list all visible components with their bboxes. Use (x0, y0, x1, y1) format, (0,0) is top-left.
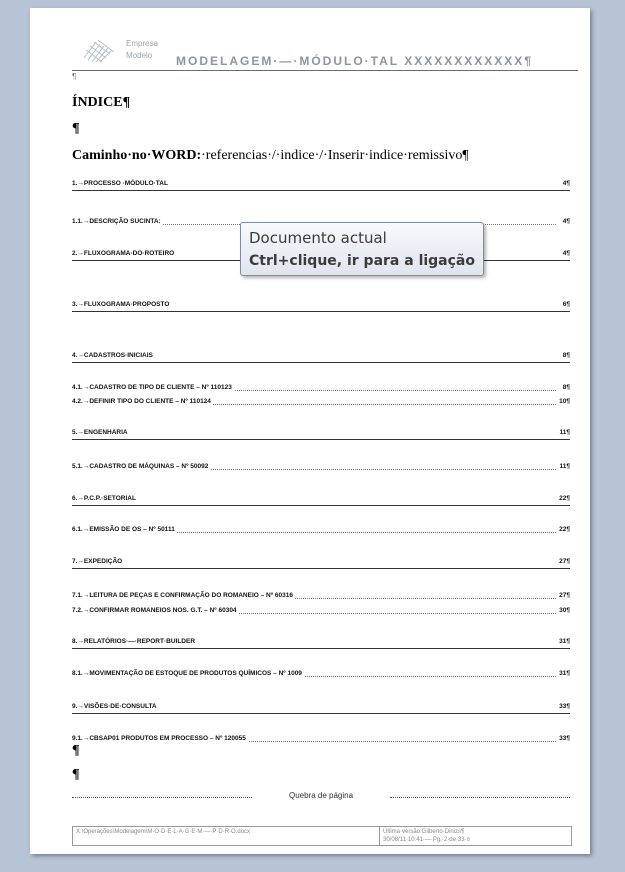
toc-entry-page: 11¶ (559, 429, 570, 436)
header-rule (72, 70, 578, 71)
toc-entry-label: 2.→FLUXOGRAMA·DO·ROTEIRO (72, 250, 175, 257)
document-page (30, 8, 590, 854)
toc-entry-label: 6.→P.C.P.·SETORIAL (72, 495, 136, 502)
toc-entry-label: 9.1.→CBSAP01 PRODUTOS EM PROCESSO – Nº 120055 (72, 735, 246, 742)
toc-entry-page: 4¶ (562, 180, 570, 187)
header-title: MODELAGEM·—·MÓDULO·TAL XXXXXXXXXXXX¶ (176, 54, 533, 68)
toc-entry-label: 3.→FLUXOGRAMA·PROPOSTO (72, 301, 170, 308)
toc-entry-label: 1.→PROCESSO ·MÓDULO·TAL (72, 180, 168, 187)
toc-entry-label: 5.→ENGENHARIA (72, 429, 128, 436)
logo-line-1: Empresa (126, 39, 159, 48)
toc-entry[interactable] (72, 590, 570, 602)
end-paragraph-mark-2: ¶ (72, 767, 80, 782)
footer-version-line-2: 30/08/11·10:41·—·Pg.·2·de·33·¤ (383, 837, 470, 843)
word-path-label: Caminho·no·WORD: (72, 148, 202, 163)
toc-entry-page: 6¶ (562, 301, 570, 308)
footer (72, 826, 572, 846)
toc-entry[interactable] (72, 396, 570, 408)
footer-file-path: X:\Operações\Modelagem\M·O·D·E·L·A·G·E·M·—·P·D·R·O.docx (76, 829, 251, 835)
toc-entry[interactable] (72, 178, 570, 191)
toc-entry-page: 27¶ (559, 558, 570, 565)
toc-entry-page: 8¶ (562, 384, 570, 391)
toc-entry[interactable] (72, 733, 570, 745)
toc-entry-page: 8¶ (562, 352, 570, 359)
word-path-line (72, 148, 469, 164)
toc-entry-label: 7.→EXPEDIÇÃO (72, 558, 123, 565)
toc-entry[interactable] (72, 668, 570, 680)
end-paragraph-mark-1: ¶ (72, 743, 80, 758)
toc-entry[interactable] (72, 382, 570, 394)
toc-entry-page: 30¶ (559, 607, 570, 614)
toc-entry-page: 11¶ (559, 463, 570, 470)
company-logo-icon (82, 36, 122, 64)
toc-entry-label: 7.1.→LEITURA DE PEÇAS E CONFIRMAÇÃO DO ROMANEIO – Nº 60316 (72, 592, 294, 599)
toc-entry-page: 33¶ (559, 735, 570, 742)
index-heading: ÍNDICE¶ (72, 95, 131, 110)
toc-entry[interactable] (72, 461, 570, 473)
toc-entry-page: 22¶ (559, 495, 570, 502)
empty-paragraph-mark: ¶ (72, 121, 80, 136)
toc-entry[interactable] (72, 493, 570, 506)
toc-entry-label: 7.2.→CONFIRMAR ROMANEIOS NOS. G.T. – Nº 60304 (72, 607, 237, 614)
toc-entry-label: 1.1.→DESCRIÇÃO SUCINTA: (72, 218, 161, 225)
toc-entry[interactable] (72, 636, 570, 649)
toc-entry-page: 22¶ (559, 526, 570, 533)
toc-entry[interactable] (72, 556, 570, 569)
toc-entry-label: 4.→CADASTROS·INICIAIS (72, 352, 153, 359)
tooltip-line-2: Ctrl+clique, ir para a ligação (249, 253, 475, 269)
toc-entry-page: 31¶ (559, 638, 570, 645)
toc-entry-page: 4¶ (562, 218, 570, 225)
toc-entry[interactable] (72, 524, 570, 536)
footer-version-line-1: Última·versão:Gilberto·Dinizs¶ (383, 829, 465, 835)
toc-entry-label: 5.1.→CADASTRO DE MÁQUINAS – Nº 50092 (72, 463, 209, 470)
page-break: Quebra de página (72, 791, 570, 803)
toc-entry-label: 8.1.→MOVIMENTAÇÃO DE ESTOQUE DE PRODUTOS QUÍMICOS – Nº 1009 (72, 670, 302, 677)
toc-entry[interactable] (72, 701, 570, 714)
toc-entry[interactable] (72, 350, 570, 363)
toc-entry-label: 9.→VISÕES·DE·CONSULTA (72, 703, 157, 710)
toc-entry-page: 4¶ (562, 250, 570, 257)
toc-entry-label: 4.2.→DEFINIR TIPO DO CLIENTE – Nº 110124 (72, 398, 211, 405)
toc-entry[interactable] (72, 427, 570, 440)
toc-entry-page: 31¶ (559, 670, 570, 677)
hyperlink-tooltip (240, 222, 484, 276)
footer-version (383, 828, 470, 844)
toc-entry-page: 10¶ (559, 398, 570, 405)
toc-entry-label: 6.1.→EMISSÃO DE OS – Nº 50111 (72, 526, 175, 533)
toc-entry-label: 4.1.→CADASTRO DE TIPO DE CLIENTE – Nº 110123 (72, 384, 232, 391)
word-path-value: ·referencias·/·indice·/·Inserir·indice·remissivo¶ (201, 148, 469, 163)
toc-entry-page: 27¶ (559, 592, 570, 599)
toc-entry[interactable] (72, 605, 570, 617)
header-pilcrow: ¶ (72, 72, 77, 81)
footer-divider (379, 827, 380, 845)
toc-entry-page: 33¶ (559, 703, 570, 710)
toc-entry-label: 8.→RELATÓRIOS·—·REPORT·BUILDER (72, 638, 196, 645)
toc-entry[interactable] (72, 299, 570, 312)
logo-text (126, 38, 158, 62)
tooltip-line-1: Documento actual (249, 229, 387, 247)
logo-line-2: Modelo (126, 51, 153, 60)
